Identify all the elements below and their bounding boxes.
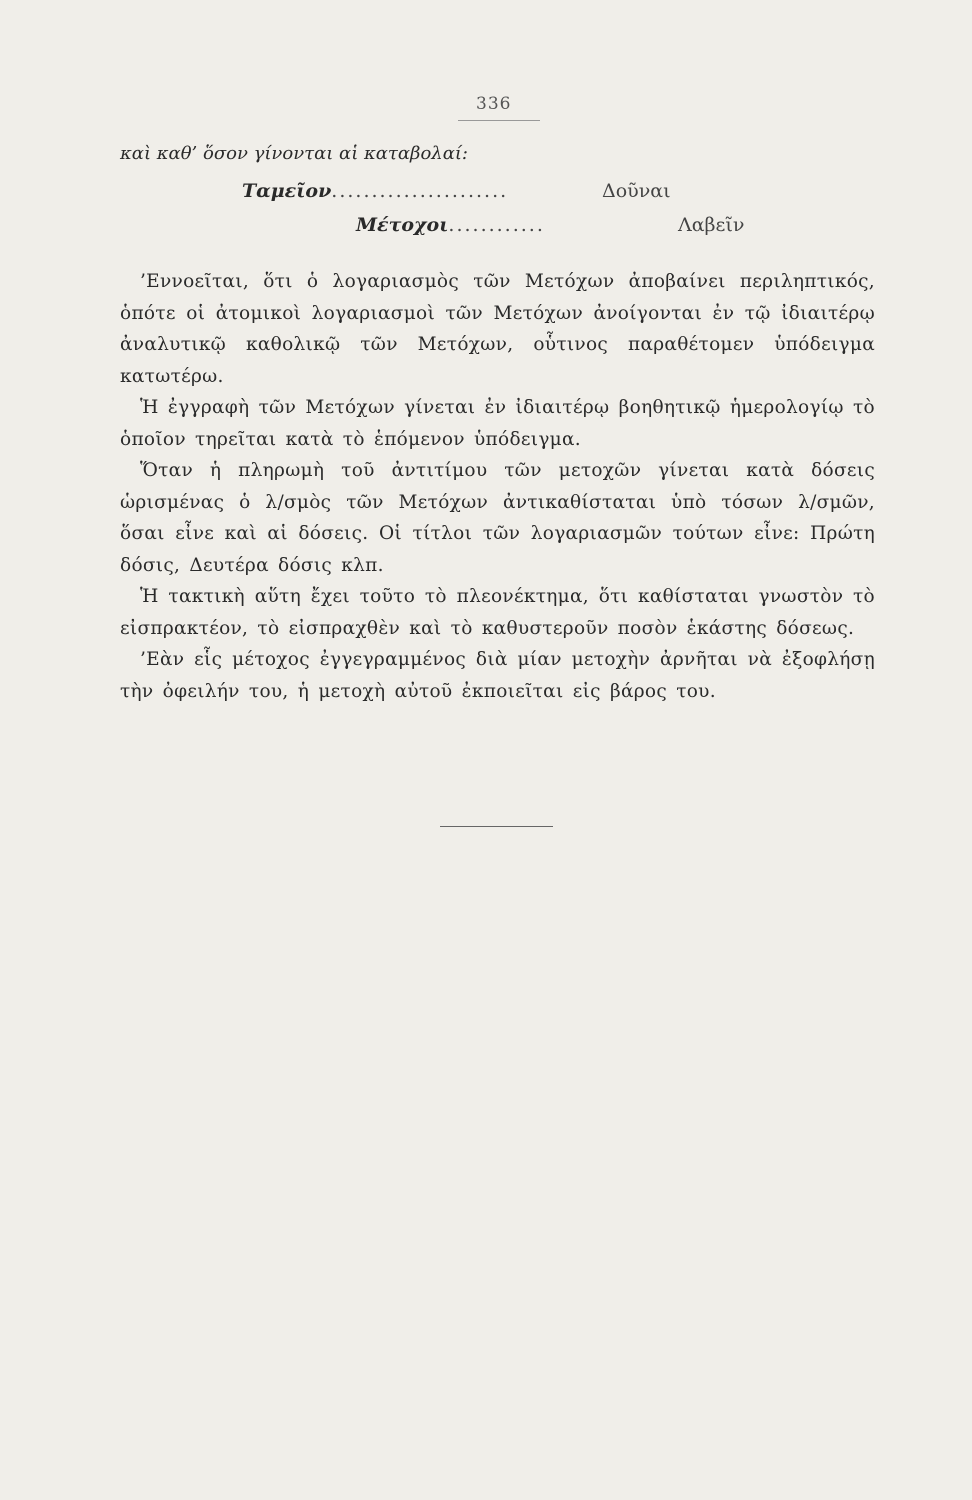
header-rule: [458, 120, 540, 121]
paragraph: Ἡ ἐγγραφὴ τῶν Μετόχων γίνεται ἐν ἰδιαιτέρῳ βοηθητικῷ ἡμερολογίῳ τὸ ὁποῖον τηρεῖται κατὰ τὸ ἑπόμενον ὑπόδειγμα.: [120, 397, 875, 450]
ledger-side-label: Λαβεῖν: [678, 214, 745, 236]
paragraph: Ἡ τακτικὴ αὕτη ἔχει τοῦτο τὸ πλεονέκτημα, ὅτι καθίσταται γνωστὸν τὸ εἰσπρακτέον, τὸ εἰσπραχθὲν καὶ τὸ καθυστεροῦν ποσὸν ἑκάστης δόσεως.: [120, 586, 875, 639]
intro-line: καὶ καθ’ ὅσον γίνονται αἱ καταβολαί:: [120, 143, 468, 164]
ledger-account: Μέτοχοι: [356, 214, 449, 236]
ledger-side-label: Δοῦναι: [602, 180, 671, 202]
end-rule: [440, 826, 553, 827]
page-number: 336: [476, 94, 512, 114]
paragraph: ’Εὰν εἷς μέτοχος ἐγγεγραμμένος διὰ μίαν μετοχὴν ἀρνῆται νὰ ἐξοφλήσῃ τὴν ὀφειλήν του, ἡ μετοχὴ αὐτοῦ ἐκποιεῖται εἰς βάρος του.: [120, 649, 875, 702]
ledger-leader-dots: ............: [448, 214, 545, 236]
body-text: [120, 266, 875, 707]
ledger-entry-credit: [356, 214, 745, 236]
paragraph: ’Εννοεῖται, ὅτι ὁ λογαριασμὸς τῶν Μετόχων ἀποβαίνει περιληπτικός, ὁπότε οἱ ἀτομικοὶ λογαριασμοὶ τῶν Μετόχων ἀνοίγονται ἐν τῷ ἰδιαιτέρῳ ἀναλυτικῷ καθολικῷ τῶν Μετόχων, οὗτινος παραθέτομεν ὑπόδειγμα κατωτέρω.: [120, 271, 875, 387]
paragraph: Ὅταν ἡ πληρωμὴ τοῦ ἀντιτίμου τῶν μετοχῶν γίνεται κατὰ δόσεις ὡρισμένας ὁ λ/σμὸς τῶν Μετόχων ἀντικαθίσταται ὑπὸ τόσων λ/σμῶν, ὅσαι εἶνε καὶ αἱ δόσεις. Οἱ τίτλοι τῶν λογαριασμῶν τούτων εἶνε: Πρώτη δόσις, Δευτέρα δόσις κλπ.: [120, 460, 875, 576]
ledger-account: Ταμεῖον: [242, 180, 332, 202]
ledger-entry-debit: [242, 180, 671, 202]
ledger-leader-dots: ......................: [331, 180, 509, 202]
